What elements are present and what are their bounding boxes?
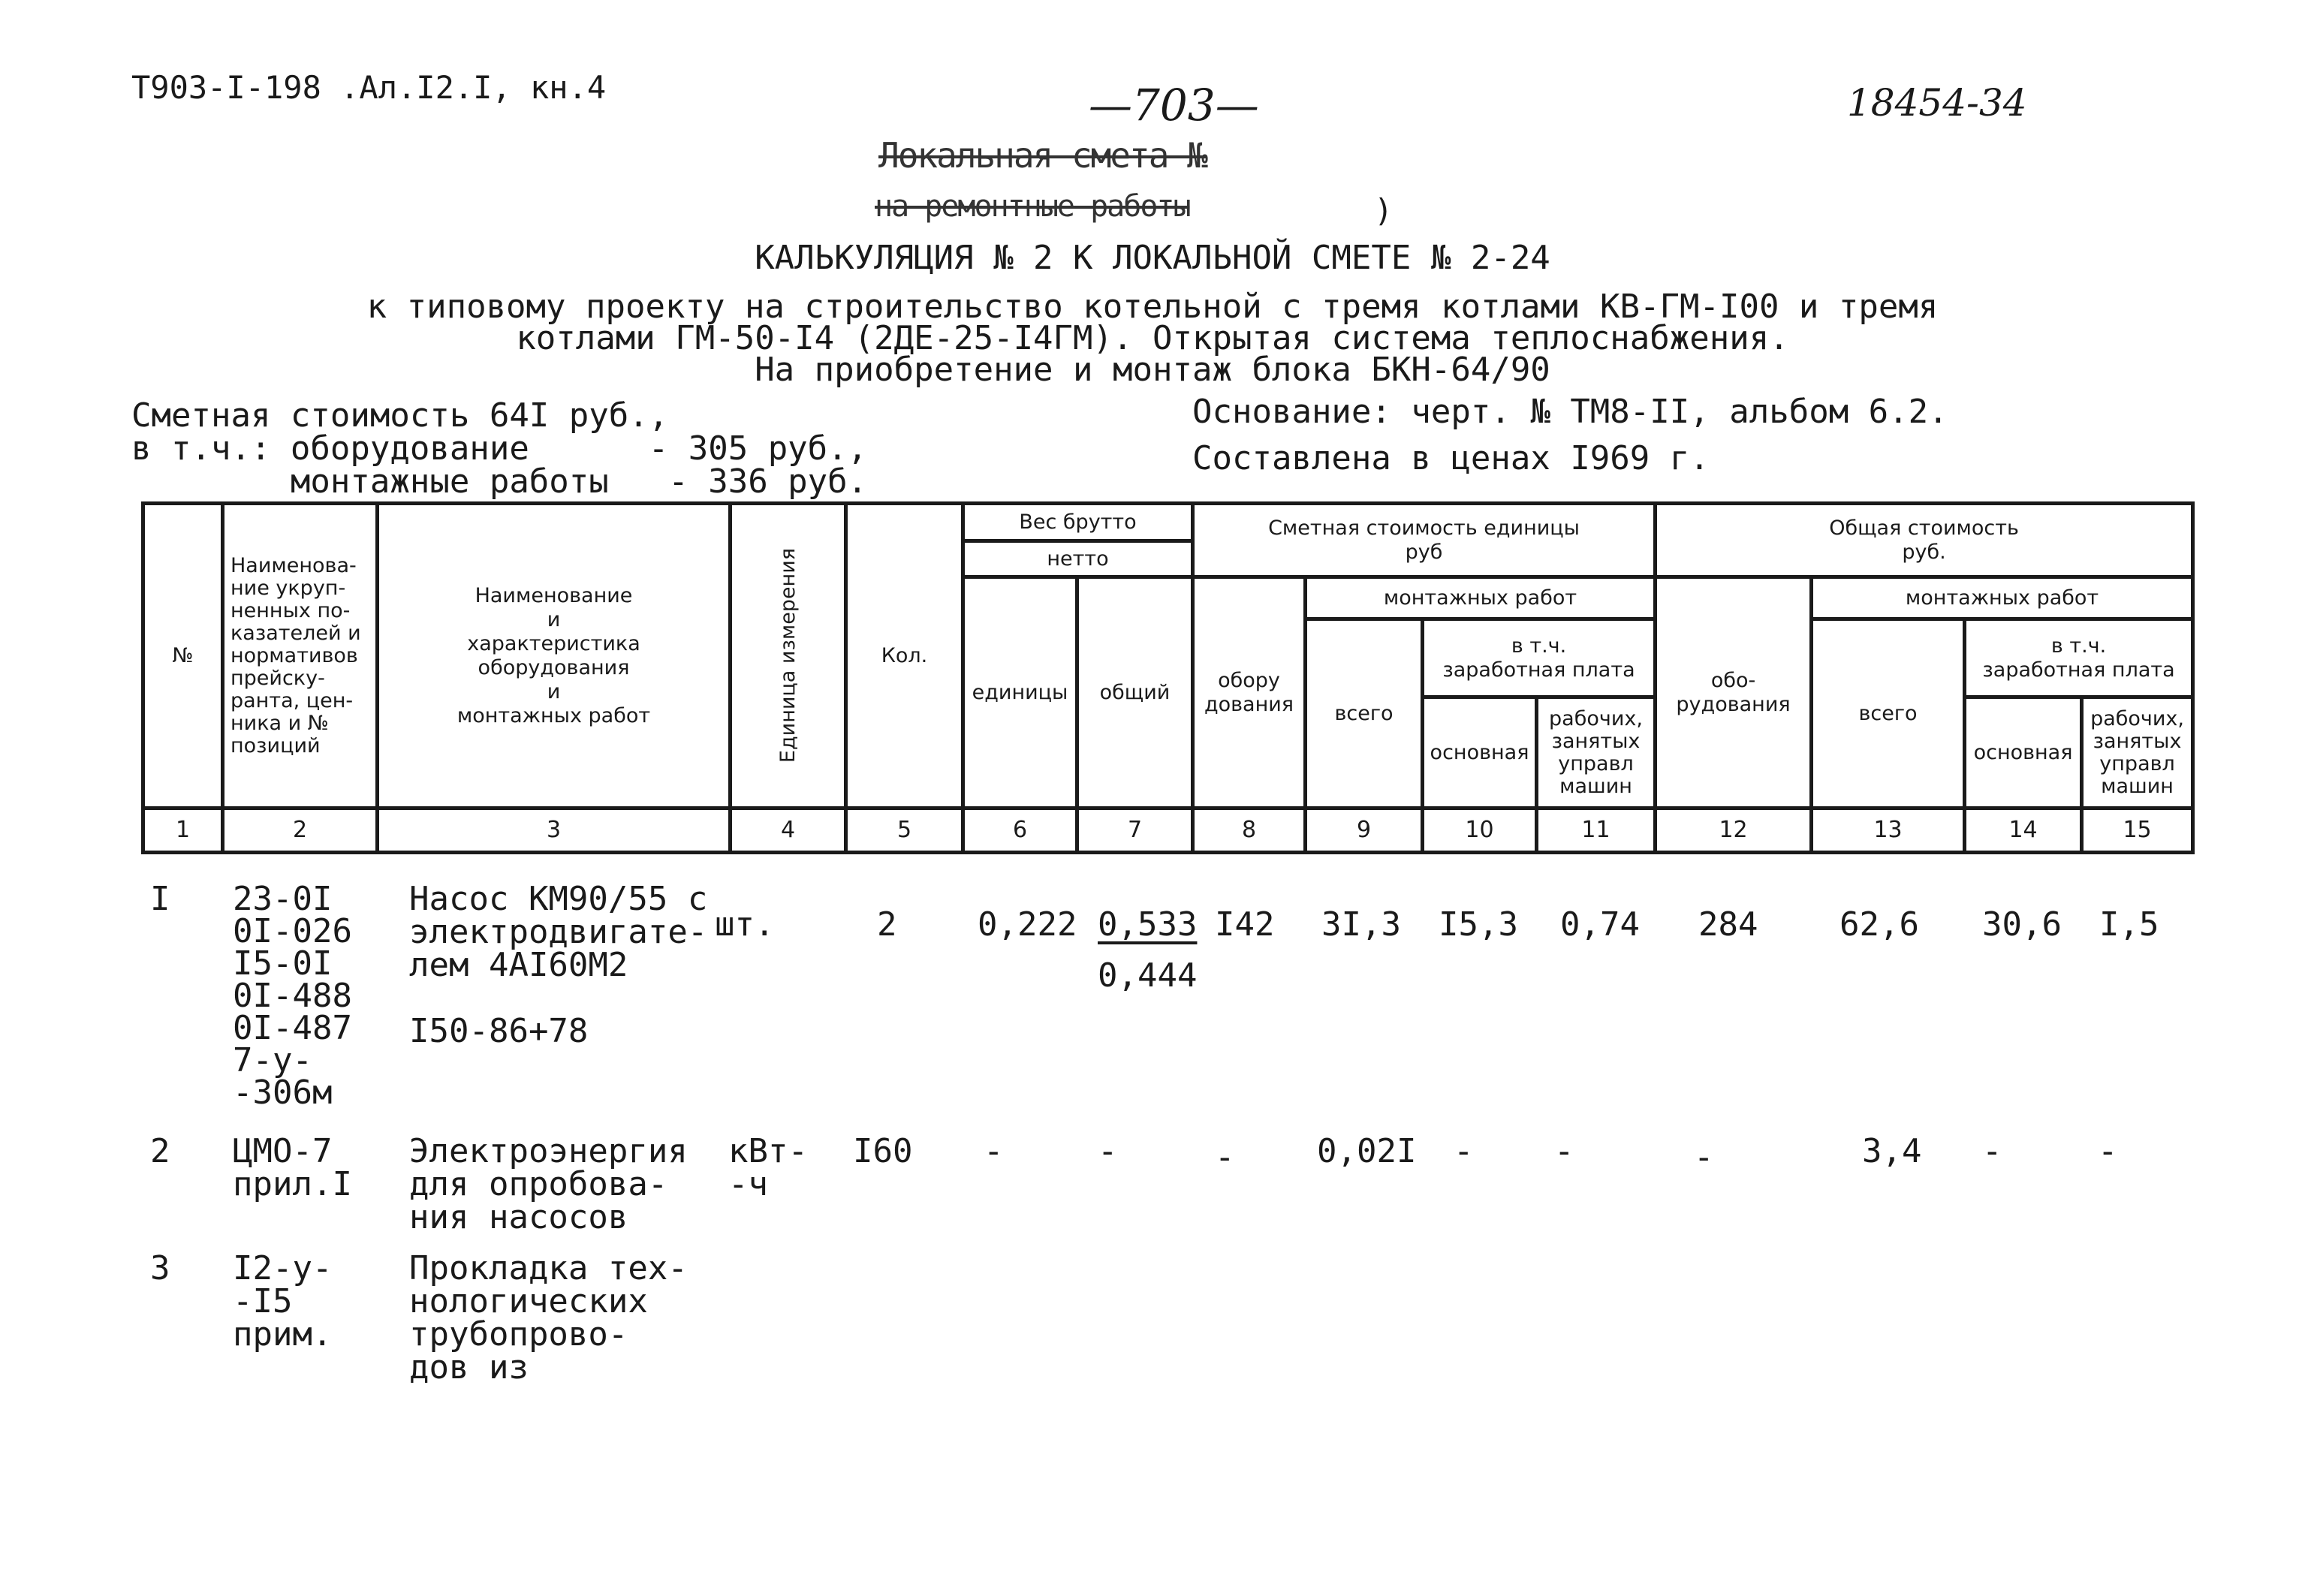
row-total-wages-basic: -	[1982, 1132, 2002, 1170]
row-total-equipment: 284	[1698, 905, 1758, 944]
page-number: —703—	[1089, 80, 1259, 131]
row-unit-install-total: 3I,3	[1321, 905, 1401, 944]
col-header-total-wages: в т.ч. заработная плата	[1965, 619, 2193, 697]
row-codes: I2-у- -I5 прим.	[233, 1249, 333, 1354]
row-unit-wages-basic: I5,3	[1439, 905, 1518, 944]
project-description-line: котлами ГМ-50-I4 (2ДЕ-25-I4ГМ). Открытая система теплоснабжения.	[516, 319, 1789, 357]
col-number: 3	[378, 809, 731, 853]
col-number: 1	[143, 809, 223, 853]
row-unit-equipment: I42	[1215, 905, 1275, 944]
col-number: 6	[963, 809, 1077, 853]
row-total-wages-machine: -	[2098, 1132, 2118, 1170]
col-number: 7	[1077, 809, 1193, 853]
col-number: 5	[846, 809, 963, 853]
col-header-norms: Наименова- ние укруп- ненных по- казателей и нормативов прейску- ранта, цен- ника и № позиций	[223, 504, 378, 809]
basis-drawing: Основание: черт. № ТМ8-II, альбом 6.2.	[1192, 393, 1948, 431]
project-description-line: На приобретение и монтаж блока БКН-64/90	[755, 351, 1550, 389]
row-total-install-total: 62,6	[1839, 905, 1919, 944]
row-number: 3	[150, 1249, 170, 1287]
col-header-unit-label: Единица измерения	[776, 548, 800, 763]
col-number: 2	[223, 809, 378, 853]
estimated-cost-equipment: в т.ч.: оборудование - 305 руб.,	[131, 429, 868, 468]
row-unit-wages-basic: -	[1454, 1132, 1474, 1170]
col-header-weight-netto: нетто	[963, 541, 1193, 577]
price-year: Составлена в ценах I969 г.	[1192, 439, 1710, 477]
col-header-total-cost: Общая стоимость руб.	[1656, 504, 2193, 577]
col-number: 9	[1306, 809, 1423, 853]
row-name: Насос КМ90/55 с электродвигате- лем 4АI60М2 I50-86+78	[409, 880, 708, 1050]
estimated-cost-total: Сметная стоимость 64I руб.,	[131, 396, 669, 435]
row-unit-wages-machine: 0,74	[1560, 905, 1640, 944]
col-header-weight-gross: Вес брутто	[963, 504, 1193, 541]
basis-block	[1192, 389, 1948, 482]
col-header-unit-install-total: всего	[1306, 619, 1423, 809]
col-header-unit-cost: Сметная стоимость единицы руб	[1193, 504, 1656, 577]
col-number: 15	[2082, 809, 2193, 853]
row-unit: шт.	[715, 905, 775, 944]
row-codes: 23-0I 0I-026 I5-0I 0I-488 0I-487 7-у- -306м	[233, 880, 352, 1112]
row-number: I	[150, 880, 170, 918]
col-header-equipment-name: Наименование и характеристика оборудования и монтажных работ	[378, 504, 731, 809]
row-weight-total-netto: 0,444	[1098, 956, 1198, 995]
col-number: 13	[1812, 809, 1965, 853]
col-header-total-equipment: обо- рудования	[1656, 577, 1812, 809]
row-unit-wages-machine: -	[1554, 1132, 1574, 1170]
col-header-unit-installation: монтажных работ	[1306, 577, 1656, 619]
col-header-unit-wages-basic: основная	[1423, 697, 1537, 809]
col-header-unit-wages: в т.ч. заработная плата	[1423, 619, 1656, 697]
row-total-equipment: -	[1694, 1138, 1714, 1176]
col-number: 14	[1965, 809, 2082, 853]
row-codes: ЦМО-7 прил.I	[233, 1132, 352, 1203]
struck-heading: Локальная смета №	[878, 135, 1207, 176]
row-name: Электроэнергия для опробова- ния насосов	[409, 1132, 688, 1236]
col-number: 11	[1537, 809, 1656, 853]
estimated-cost-block	[131, 396, 868, 501]
col-header-total-installation: монтажных работ	[1812, 577, 2193, 619]
col-header-total-wages-basic: основная	[1965, 697, 2082, 809]
col-number: 4	[731, 809, 846, 853]
inventory-number: 18454-34	[1847, 81, 2027, 125]
row-unit-equipment: -	[1215, 1138, 1235, 1176]
project-description-line: к типовому проекту на строительство котельной с тремя котлами КВ-ГМ-I00 и тремя	[366, 288, 1939, 326]
struck-subheading: на ремонтные работы	[875, 189, 1190, 224]
col-number: 12	[1656, 809, 1812, 853]
row-number: 2	[150, 1132, 170, 1170]
col-header-unit-wages-machine: рабочих, занятых управл машин	[1537, 697, 1656, 809]
col-header-total-install-total: всего	[1812, 619, 1965, 809]
col-header-quantity: Кол.	[846, 504, 963, 809]
col-number: 10	[1423, 809, 1537, 853]
estimated-cost-installation: монтажные работы - 336 руб.	[131, 462, 868, 501]
row-unit: кВт- -ч	[728, 1132, 808, 1203]
col-number: 8	[1193, 809, 1306, 853]
document-code: Т903-I-198 .Ал.I2.I, кн.4	[131, 69, 607, 106]
row-weight-total: 0,533	[1098, 905, 1198, 944]
calculation-title: КАЛЬКУЛЯЦИЯ № 2 К ЛОКАЛЬНОЙ СМЕТЕ № 2-24	[755, 239, 1550, 277]
project-description	[0, 288, 2305, 389]
row-qty: I60	[853, 1132, 913, 1170]
col-header-unit-equipment: обору дования	[1193, 577, 1306, 809]
row-weight-total: -	[1098, 1132, 1118, 1170]
col-header-total-wages-machine: рабочих, занятых управл машин	[2082, 697, 2193, 809]
row-unit-install-total: 0,02I	[1317, 1132, 1417, 1170]
calculation-table-header	[141, 501, 2195, 854]
col-header-weight-total: общий	[1077, 577, 1193, 809]
col-header-number: №	[143, 504, 223, 809]
row-name: Прокладка тех- нологических трубопрово- дов из	[409, 1249, 688, 1387]
row-qty: 2	[877, 905, 897, 944]
row-weight-unit: -	[984, 1132, 1004, 1170]
row-weight-unit: 0,222	[978, 905, 1077, 944]
col-header-weight-unit: единицы	[963, 577, 1077, 809]
col-header-unit	[731, 504, 846, 809]
row-total-install-total: 3,4	[1862, 1132, 1922, 1170]
row-total-wages-basic: 30,6	[1982, 905, 2062, 944]
row-total-wages-machine: I,5	[2099, 905, 2159, 944]
struck-subheading-paren: )	[1374, 192, 1394, 229]
